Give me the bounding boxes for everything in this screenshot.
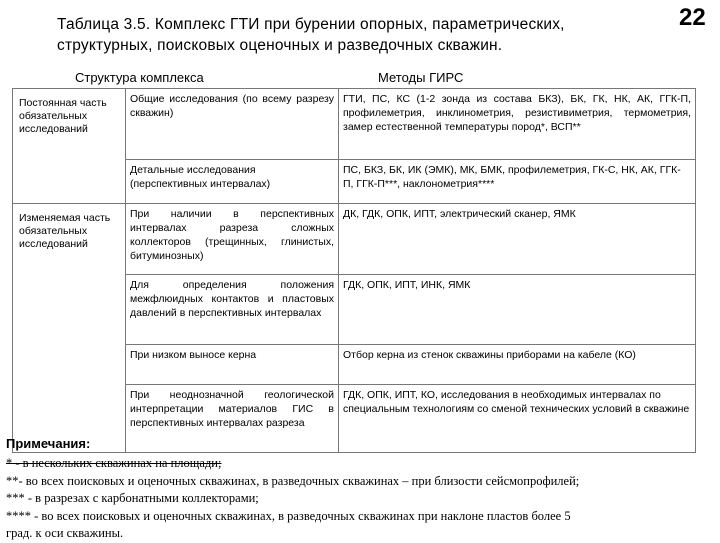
condition-cell: При наличии в перспективных интервалах разреза сложных коллекторов (трещинных, глинистых, битуминозных) bbox=[126, 204, 339, 275]
table-title bbox=[57, 14, 657, 56]
methods-cell: ГДК, ОПК, ИПТ, ИНК, ЯМК bbox=[339, 275, 696, 345]
condition-cell: Детальные исследования (перспективных интервалах) bbox=[126, 160, 339, 204]
note-line: *** - в разрезах с карбонатными коллекторами; bbox=[6, 491, 259, 505]
note-line: * - в нескольких скважинах на площади; bbox=[6, 456, 222, 470]
gti-complex-table bbox=[12, 88, 696, 453]
table-row bbox=[13, 204, 696, 275]
page-number: 22 bbox=[679, 4, 706, 31]
title-line-2: структурных, поисковых оценочных и разведочных скважин. bbox=[57, 37, 503, 54]
condition-cell: При неоднозначной геологической интерпретации материалов ГИС в перспективных интервалах разреза bbox=[126, 385, 339, 453]
methods-cell: Отбор керна из стенок скважины приборами на кабеле (КО) bbox=[339, 345, 696, 385]
condition-cell: При низком выносе керна bbox=[126, 345, 339, 385]
note-line: **- во всех поисковых и оценочных скважинах, в разведочных скважинах – при близости сейсмопрофилей; bbox=[6, 473, 580, 488]
methods-cell: ПС, БКЗ, БК, ИК (ЭМК), МК, БМК, профилеметрия, ГК-С, НК, АК, ГГК-П, ГГК-П***, наклонометрия**** bbox=[339, 160, 696, 204]
title-line-1: Таблица 3.5. Комплекс ГТИ при бурении опорных, параметрических, bbox=[57, 16, 565, 33]
note-line: **** - во всех поисковых и оценочных скважинах, в разведочных скважинах при наклоне пластов более 5 bbox=[6, 508, 571, 523]
condition-cell: Для определения положения межфлюидных контактов и пластовых давлений в перспективных интервалах bbox=[126, 275, 339, 345]
table-row bbox=[13, 89, 696, 160]
note-line: град. к оси скважины. bbox=[6, 526, 124, 540]
methods-cell: ГДК, ОПК, ИПТ, КО, исследования в необходимых интервалах по специальным технологиям со сменой технических условий в скважине bbox=[339, 385, 696, 453]
methods-cell: ДК, ГДК, ОПК, ИПТ, электрический сканер, ЯМК bbox=[339, 204, 696, 275]
notes-block bbox=[6, 455, 696, 543]
group-label: Изменяемая часть обязательных исследований bbox=[13, 204, 126, 453]
condition-cell: Общие исследования (по всему разрезу скважин) bbox=[126, 89, 339, 160]
notes-label: Примечания: bbox=[6, 436, 91, 451]
header-methods: Методы ГИРС bbox=[378, 70, 464, 85]
header-structure: Структура комплекса bbox=[75, 70, 204, 85]
methods-cell: ГТИ, ПС, КС (1-2 зонда из состава БКЗ), БК, ГК, НК, АК, ГГК-П, профилеметрия, инклинометрия, резистивиметрия, термометрия, замер естественной температуры пород*, ВСП** bbox=[339, 89, 696, 160]
group-label: Постоянная часть обязательных исследований bbox=[13, 89, 126, 204]
